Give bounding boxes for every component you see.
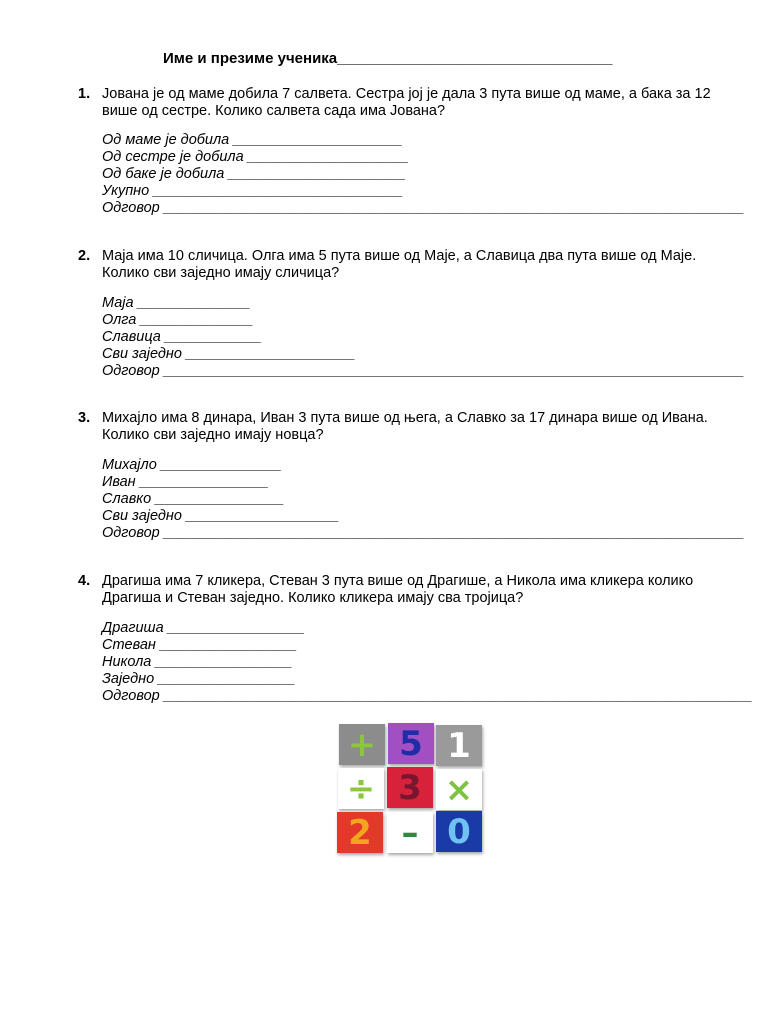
math-symbols-icon [337, 723, 485, 855]
task-text: Михајло има 8 динара, Иван 3 пута више од њега, а Славко за 17 динара више од Ивана. Колико сви заједно имају новца? [102, 410, 708, 443]
answer-line[interactable]: Заједно _________________ [102, 671, 296, 687]
answer-line[interactable]: Сви заједно _____________________ [102, 346, 356, 362]
task-number: 2. [78, 248, 91, 264]
answer-line[interactable]: Укупно _______________________________ [102, 183, 404, 199]
answer-line[interactable]: Иван ________________ [102, 474, 269, 490]
answer-line[interactable]: Од сестре је добила ____________________ [102, 149, 409, 165]
answer-line[interactable]: Од маме је добила _____________________ [102, 132, 403, 148]
answer-line[interactable]: Драгиша _________________ [102, 620, 305, 636]
math-tile: 5 [388, 723, 434, 764]
math-tile: ÷ [338, 768, 384, 809]
answer-line[interactable]: Одговор ________________________________________________________________________ [102, 363, 745, 379]
math-tile: × [436, 769, 482, 810]
math-tile: + [339, 724, 385, 765]
task-number: 1. [78, 86, 91, 102]
math-tile: 0 [436, 811, 482, 852]
math-tile: 1 [436, 725, 482, 766]
answer-line[interactable]: Одговор ________________________________________________________________________ [102, 200, 745, 216]
answer-line[interactable]: Олга ______________ [102, 312, 254, 328]
answer-lines [102, 620, 752, 705]
answer-lines [102, 457, 744, 542]
answer-lines [102, 132, 744, 217]
answer-line[interactable]: Михајло _______________ [102, 457, 282, 473]
math-tile: 2 [337, 812, 383, 853]
task-text: Маја има 10 сличица. Олга има 5 пута више од Маје, а Славица два пута више од Маје. Колико сви заједно имају сличица? [102, 248, 697, 281]
task-number: 4. [78, 573, 91, 589]
answer-line[interactable]: Маја ______________ [102, 295, 251, 311]
answer-line[interactable]: Одговор ________________________________________________________________________ [102, 525, 745, 541]
task-text: Драгиша има 7 кликера, Стеван 3 пута више од Драгише, а Никола има кликера колико Драгиша и Стеван заједно. Колико кликера имају сва тројица? [102, 573, 694, 606]
answer-line[interactable]: Сви заједно ___________________ [102, 508, 340, 524]
task-text: Јована је од маме добила 7 салвета. Сестра јој је дала 3 пута више од маме, а бака за 12 више од сестре. Колико салвета сада има Јована? [102, 86, 711, 119]
math-tile: 3 [387, 767, 433, 808]
math-tile: – [387, 812, 433, 853]
answer-lines [102, 295, 744, 380]
answer-line[interactable]: Од баке је добила ______________________ [102, 166, 406, 182]
answer-line[interactable]: Никола _________________ [102, 654, 293, 670]
answer-line[interactable]: Славица ____________ [102, 329, 262, 345]
student-name-label: Име и презиме ученика_________________________________ [163, 50, 613, 67]
answer-line[interactable]: Славко ________________ [102, 491, 285, 507]
answer-line[interactable]: Одговор _________________________________________________________________________ [102, 688, 753, 704]
answer-line[interactable]: Стеван _________________ [102, 637, 298, 653]
task-number: 3. [78, 410, 91, 426]
